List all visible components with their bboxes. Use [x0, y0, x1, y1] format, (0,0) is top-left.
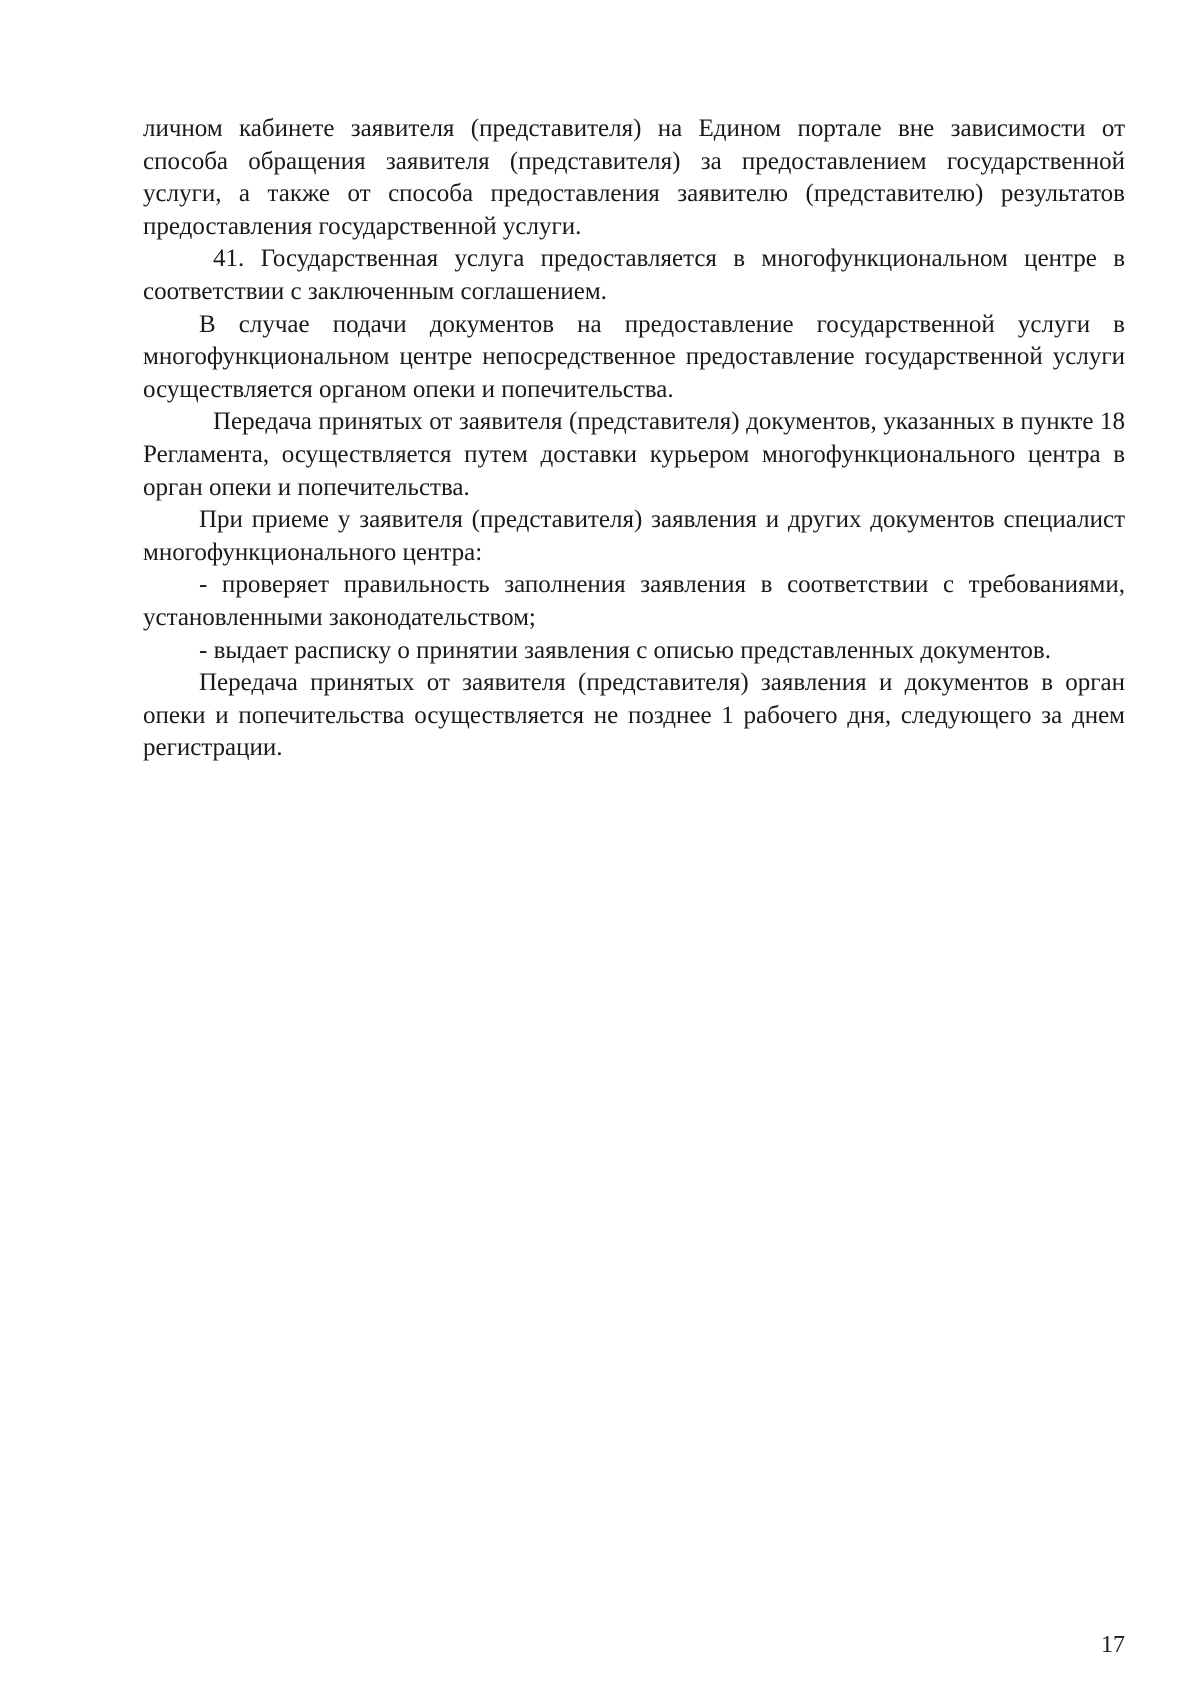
paragraph-document-transfer: Передача принятых от заявителя (представителя) документов, указанных в пункте 18 Регламента, осуществляется путем доставки курьером многофункционального центра в орган опеки и попечительства.	[143, 408, 1125, 501]
paragraph-continuation: личном кабинете заявителя (представителя) на Едином портале вне зависимости от способа обращения заявителя (представителя) за предоставлением государственной услуги, а также от способа предоставления заявителю (представителю) результатов предоставления государственной услуги.	[143, 115, 1125, 240]
paragraph-item-41: 41. Государственная услуга предоставляется в многофункциональном центре в соответствии с заключенным соглашением.	[143, 245, 1125, 305]
list-item-receipt: - выдает расписку о принятии заявления с описью представленных документов.	[199, 636, 1051, 664]
paragraph-transfer-deadline: Передача принятых от заявителя (представителя) заявления и документов в орган опеки и попечительства осуществляется не позднее 1 рабочего дня, следующего за днем регистрации.	[143, 669, 1125, 762]
paragraph-mfc-submission: В случае подачи документов на предоставление государственной услуги в многофункциональном центре непосредственное предоставление государственной услуги осуществляется органом опеки и попечительства.	[143, 310, 1125, 403]
page-number: 17	[1101, 1632, 1125, 1658]
paragraph-reception: При приеме у заявителя (представителя) заявления и других документов специалист многофункционального центра:	[143, 506, 1125, 566]
list-item-check: - проверяет правильность заполнения заявления в соответствии с требованиями, установленными законодательством;	[143, 571, 1125, 631]
document-body	[143, 113, 1125, 765]
